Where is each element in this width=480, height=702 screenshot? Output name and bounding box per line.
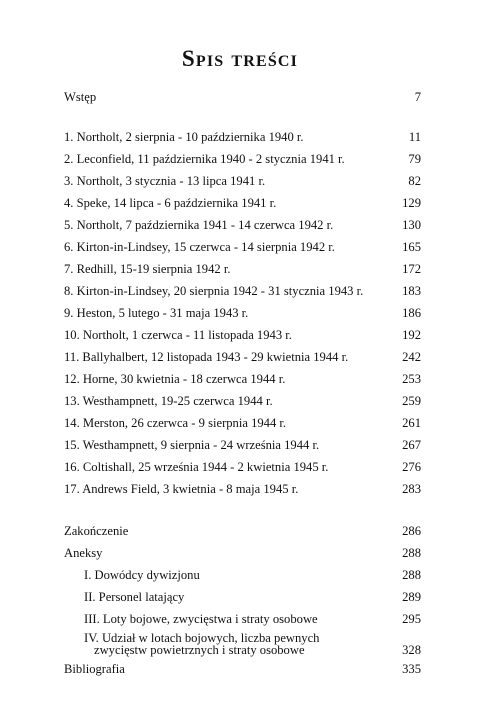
toc-entry-label: 4. Speke, 14 lipca - 6 października 1941 r. bbox=[64, 196, 277, 210]
toc-entry-label: 6. Kirton-in-Lindsey, 15 czerwca - 14 sierpnia 1942 r. bbox=[64, 240, 335, 254]
toc-entry-page: 276 bbox=[402, 460, 421, 474]
toc-entry-label: 1. Northolt, 2 sierpnia - 10 października 1940 r. bbox=[64, 130, 304, 144]
toc-entry-page: 7 bbox=[414, 90, 421, 104]
toc-entry-label: 11. Ballyhalbert, 12 listopada 1943 - 29 kwietnia 1944 r. bbox=[64, 350, 349, 364]
toc-entry-page: 242 bbox=[402, 350, 421, 364]
toc-entry-page: 172 bbox=[402, 262, 421, 276]
toc-entry-label: I. Dowódcy dywizjonu bbox=[84, 568, 200, 582]
toc-entry-label: 17. Andrews Field, 3 kwietnia - 8 maja 1945 r. bbox=[64, 482, 299, 496]
toc-entry-page: 289 bbox=[402, 590, 421, 604]
toc-entry-label: Aneksy bbox=[64, 546, 103, 560]
toc-entry-page: 183 bbox=[402, 284, 421, 298]
toc-entry-page: 165 bbox=[402, 240, 421, 254]
toc-entry-label-line1: IV. Udział w lotach bojowych, liczba pewnych bbox=[84, 631, 320, 645]
toc-entry-label: 15. Westhampnett, 9 sierpnia - 24 września 1944 r. bbox=[64, 438, 320, 452]
page-title: Spis treści bbox=[181, 46, 299, 71]
toc-entry-label: Wstęp bbox=[64, 90, 97, 104]
toc-entry-label: 2. Leconfield, 11 października 1940 - 2 stycznia 1941 r. bbox=[64, 152, 345, 166]
toc-entry-label-line2: zwycięstw powietrznych i straty osobowe bbox=[94, 643, 305, 657]
toc-entry-label: 8. Kirton-in-Lindsey, 20 sierpnia 1942 - 31 stycznia 1943 r. bbox=[64, 284, 364, 298]
toc-entry-page: 286 bbox=[402, 524, 421, 538]
toc-entry-label: 10. Northolt, 1 czerwca - 11 listopada 1943 r. bbox=[64, 328, 292, 342]
toc-entry-label: 3. Northolt, 3 stycznia - 13 lipca 1941 r. bbox=[64, 174, 266, 188]
toc-entry-page: 283 bbox=[402, 482, 421, 496]
toc-entry-label: 12. Horne, 30 kwietnia - 18 czerwca 1944 r. bbox=[64, 372, 286, 386]
toc-entry-label: II. Personel latający bbox=[84, 590, 185, 604]
toc-entry-page: 259 bbox=[402, 394, 421, 408]
toc-entry-page: 335 bbox=[402, 662, 421, 676]
toc-entry-page: 79 bbox=[408, 152, 421, 166]
toc-entry-label: III. Loty bojowe, zwycięstwa i straty osobowe bbox=[84, 612, 318, 626]
toc-entry-page: 192 bbox=[402, 328, 421, 342]
toc-entry-page: 82 bbox=[408, 174, 421, 188]
toc-entry-label: 14. Merston, 26 czerwca - 9 sierpnia 1944 r. bbox=[64, 416, 287, 430]
toc-entry-label: 16. Coltishall, 25 września 1944 - 2 kwietnia 1945 r. bbox=[64, 460, 329, 474]
toc-entry-label: Bibliografia bbox=[64, 662, 125, 676]
toc-entry-label: 5. Northolt, 7 października 1941 - 14 czerwca 1942 r. bbox=[64, 218, 334, 232]
toc-entry-label: 9. Heston, 5 lutego - 31 maja 1943 r. bbox=[64, 306, 249, 320]
toc-entry-page: 253 bbox=[402, 372, 421, 386]
toc-entry-page: 267 bbox=[402, 438, 421, 452]
toc-entry-page: 130 bbox=[402, 218, 421, 232]
toc-entry-annex-item[interactable] bbox=[84, 632, 421, 658]
toc-entry-label: Zakończenie bbox=[64, 524, 129, 538]
toc-entry-page: 11 bbox=[408, 130, 421, 144]
toc-entry-page: 295 bbox=[402, 612, 421, 626]
toc-entry-page: 288 bbox=[402, 568, 421, 582]
toc-entry-page: 129 bbox=[402, 196, 421, 210]
toc-entry-label: 7. Redhill, 15-19 sierpnia 1942 r. bbox=[64, 262, 231, 276]
toc-entry-page: 261 bbox=[402, 416, 421, 430]
toc-entry-page: 288 bbox=[402, 546, 421, 560]
toc-entry-page: 186 bbox=[402, 306, 421, 320]
toc-entry-page: 328 bbox=[402, 643, 421, 657]
toc-entry-label: 13. Westhampnett, 19-25 czerwca 1944 r. bbox=[64, 394, 273, 408]
